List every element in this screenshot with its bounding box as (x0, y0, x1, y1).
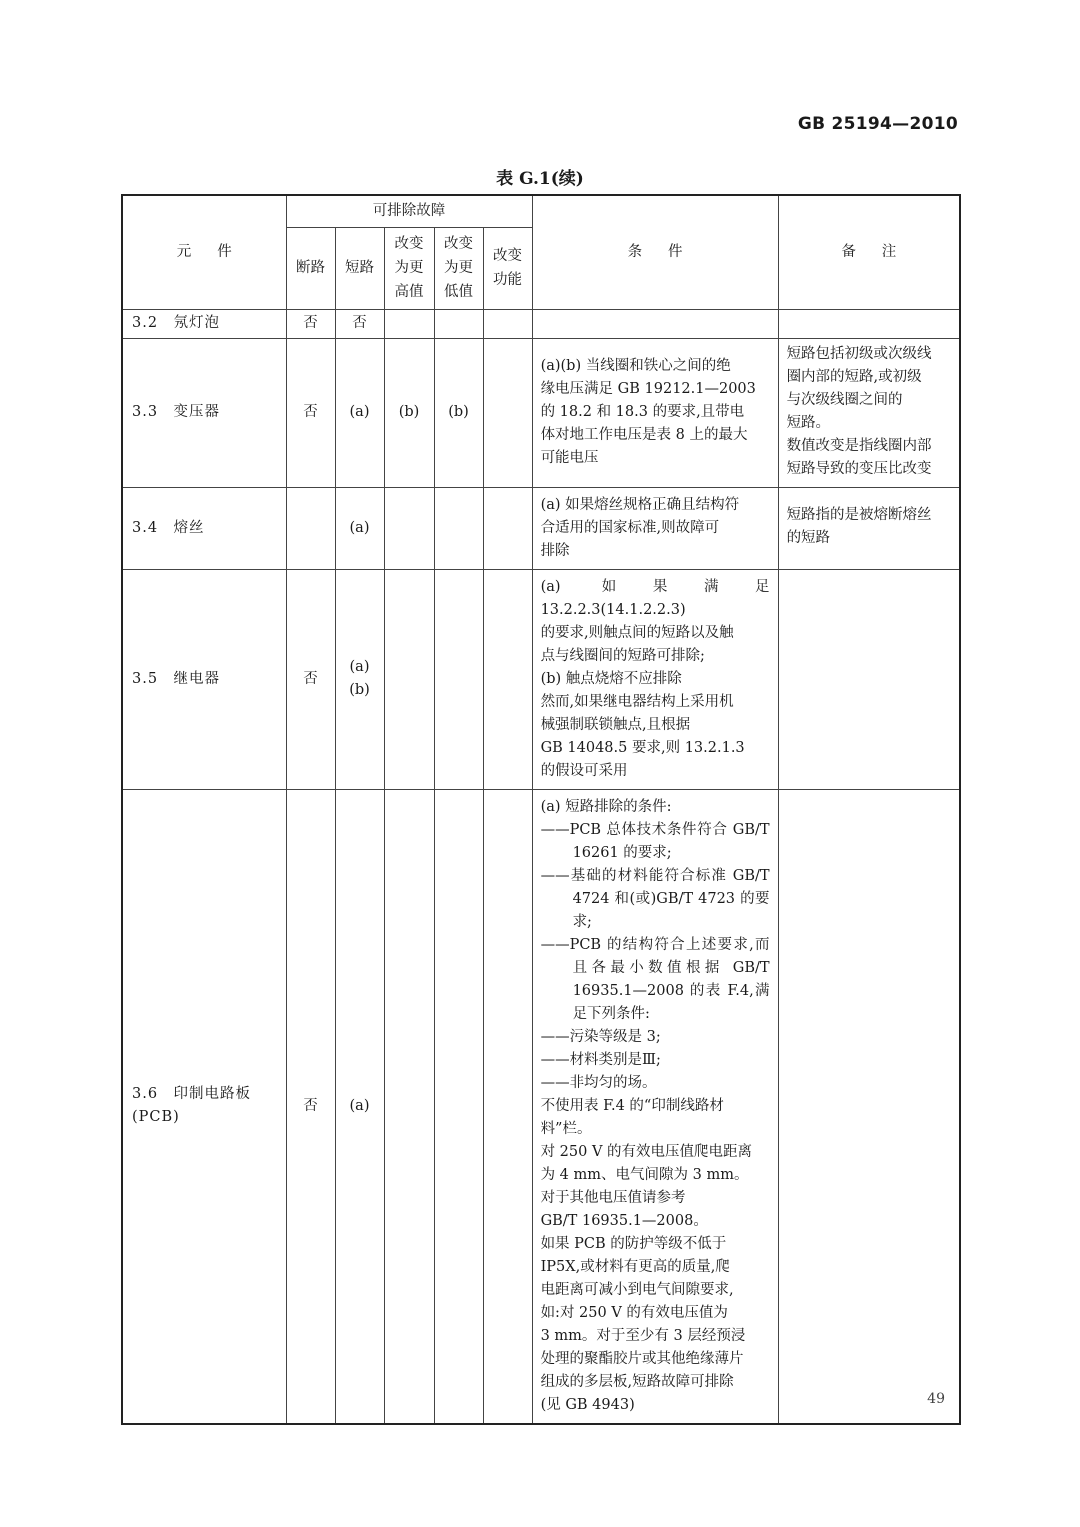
header-remarks: 备注 (778, 195, 960, 309)
short-cell: (a) (b) (335, 569, 384, 789)
short-cell: (a) (335, 789, 384, 1424)
remarks-cell (778, 309, 960, 338)
lower-cell (434, 789, 483, 1424)
header-component: 元件 (122, 195, 286, 309)
function-cell (483, 338, 532, 487)
condition-cell: (a)(b) 当线圈和铁心之间的绝 缘电压满足 GB 19212.1—2003 的 18.2 和 18.3 的要求,且带电 体对地工作电压是表 8 上的最大 可能电压 (532, 338, 778, 487)
condition-dash-item: ——材料类别是Ⅲ; (540, 1051, 661, 1068)
higher-cell (384, 309, 434, 338)
remarks-cell (778, 569, 960, 789)
table-row (122, 487, 960, 569)
page-number: 49 (927, 1391, 945, 1407)
header-excludable-faults: 可排除故障 (286, 195, 532, 227)
open-cell: 否 (286, 309, 335, 338)
table-row (122, 338, 960, 487)
lower-cell: (b) (434, 338, 483, 487)
function-cell (483, 487, 532, 569)
header-row-1 (122, 195, 960, 227)
header-change-function: 改变 功能 (483, 227, 532, 309)
higher-cell: (b) (384, 338, 434, 487)
header-change-lower: 改变 为更 低值 (434, 227, 483, 309)
condition-cell: (a) 如果满足 13.2.2.3(14.1.2.2.3) 的要求,则触点间的短路以及触 点与线圈间的短路可排除; (b) 触点烧熔不应排除 然而,如果继电器结构上采用机 械强制联锁触点,且根据 GB 14048.5 要求,则 13.2.1.3 的假设可采用 (532, 569, 778, 789)
remarks-cell: 短路包括初级或次级线 圈内部的短路,或初级 与次级线圈之间的 短路。 数值改变是指线圈内部 短路导致的变压比改变 (778, 338, 960, 487)
table-row (122, 789, 960, 1424)
standard-number: GB 25194—2010 (797, 114, 958, 134)
condition-dash-item: ——污染等级是 3; (540, 1028, 661, 1045)
table-row (122, 569, 960, 789)
table-title: 表 G.1(续) (496, 169, 584, 189)
fault-exclusion-table (121, 194, 961, 1425)
remarks-cell: 短路指的是被熔断熔丝 的短路 (778, 487, 960, 569)
open-cell: 否 (286, 789, 335, 1424)
function-cell (483, 309, 532, 338)
higher-cell (384, 789, 434, 1424)
condition-cell: (a) 如果熔丝规格正确且结构符 合适用的国家标准,则故障可 排除 (532, 487, 778, 569)
higher-cell (384, 569, 434, 789)
condition-dash-item: ——PCB 的结构符合上述要求,而且各最小数值根据 GB/T 16935.1—2008 的表 F.4,满足下列条件: (540, 936, 770, 1022)
lower-cell (434, 569, 483, 789)
header-open-circuit: 断路 (286, 227, 335, 309)
open-cell (286, 487, 335, 569)
condition-dash-item: ——非均匀的场。 (540, 1074, 657, 1091)
condition-cell (532, 309, 778, 338)
header-change-higher: 改变 为更 高值 (384, 227, 434, 309)
short-cell: (a) (335, 338, 384, 487)
component-cell: 3.5 继电器 (122, 569, 286, 789)
remarks-cell (778, 789, 960, 1424)
function-cell (483, 789, 532, 1424)
condition-cell: (a) 短路排除的条件: ——PCB 总体技术条件符合 GB/T 16261 的要求; ——基础的材料能符合标准 GB/T 4724 和(或)GB/T 4723 的要求; ——PCB 的结构符合上述要求,而且各最小数值根据 GB/T 16935.1—2008 的表 F.4,满足下列条件: ——污染等级是 3; ——材料类别是Ⅲ; ——非均匀的场。 不使用表 F.4 的“印制线路材 料”栏。 对 250 V 的有效电压值爬电距离 为 4 mm、电气间隙为 3 mm。 对于其他电压值请参考 GB/T 16935.1—2008。 如果 PCB 的防护等级不低于 IP5X,或材料有更高的质量,爬 电距离可减小到电气间隙要求, 如:对 250 V 的有效电压值为 3 mm。对于至少有 3 层经预浸 处理的聚酯胶片或其他绝缘薄片 组成的多层板,短路故障可排除 (见 GB 4943) (532, 789, 778, 1424)
higher-cell (384, 487, 434, 569)
header-condition: 条件 (532, 195, 778, 309)
short-cell: 否 (335, 309, 384, 338)
open-cell: 否 (286, 338, 335, 487)
lower-cell (434, 309, 483, 338)
component-cell: 3.2 氖灯泡 (122, 309, 286, 338)
table-row (122, 309, 960, 338)
condition-dash-item: ——PCB 总体技术条件符合 GB/T 16261 的要求; (540, 821, 770, 861)
lower-cell (434, 487, 483, 569)
component-cell: 3.6 印制电路板 (PCB) (122, 789, 286, 1424)
header-short-circuit: 短路 (335, 227, 384, 309)
condition-dash-item: ——基础的材料能符合标准 GB/T 4724 和(或)GB/T 4723 的要求; (540, 867, 770, 930)
short-cell: (a) (335, 487, 384, 569)
function-cell (483, 569, 532, 789)
component-cell: 3.4 熔丝 (122, 487, 286, 569)
open-cell: 否 (286, 569, 335, 789)
component-cell: 3.3 变压器 (122, 338, 286, 487)
